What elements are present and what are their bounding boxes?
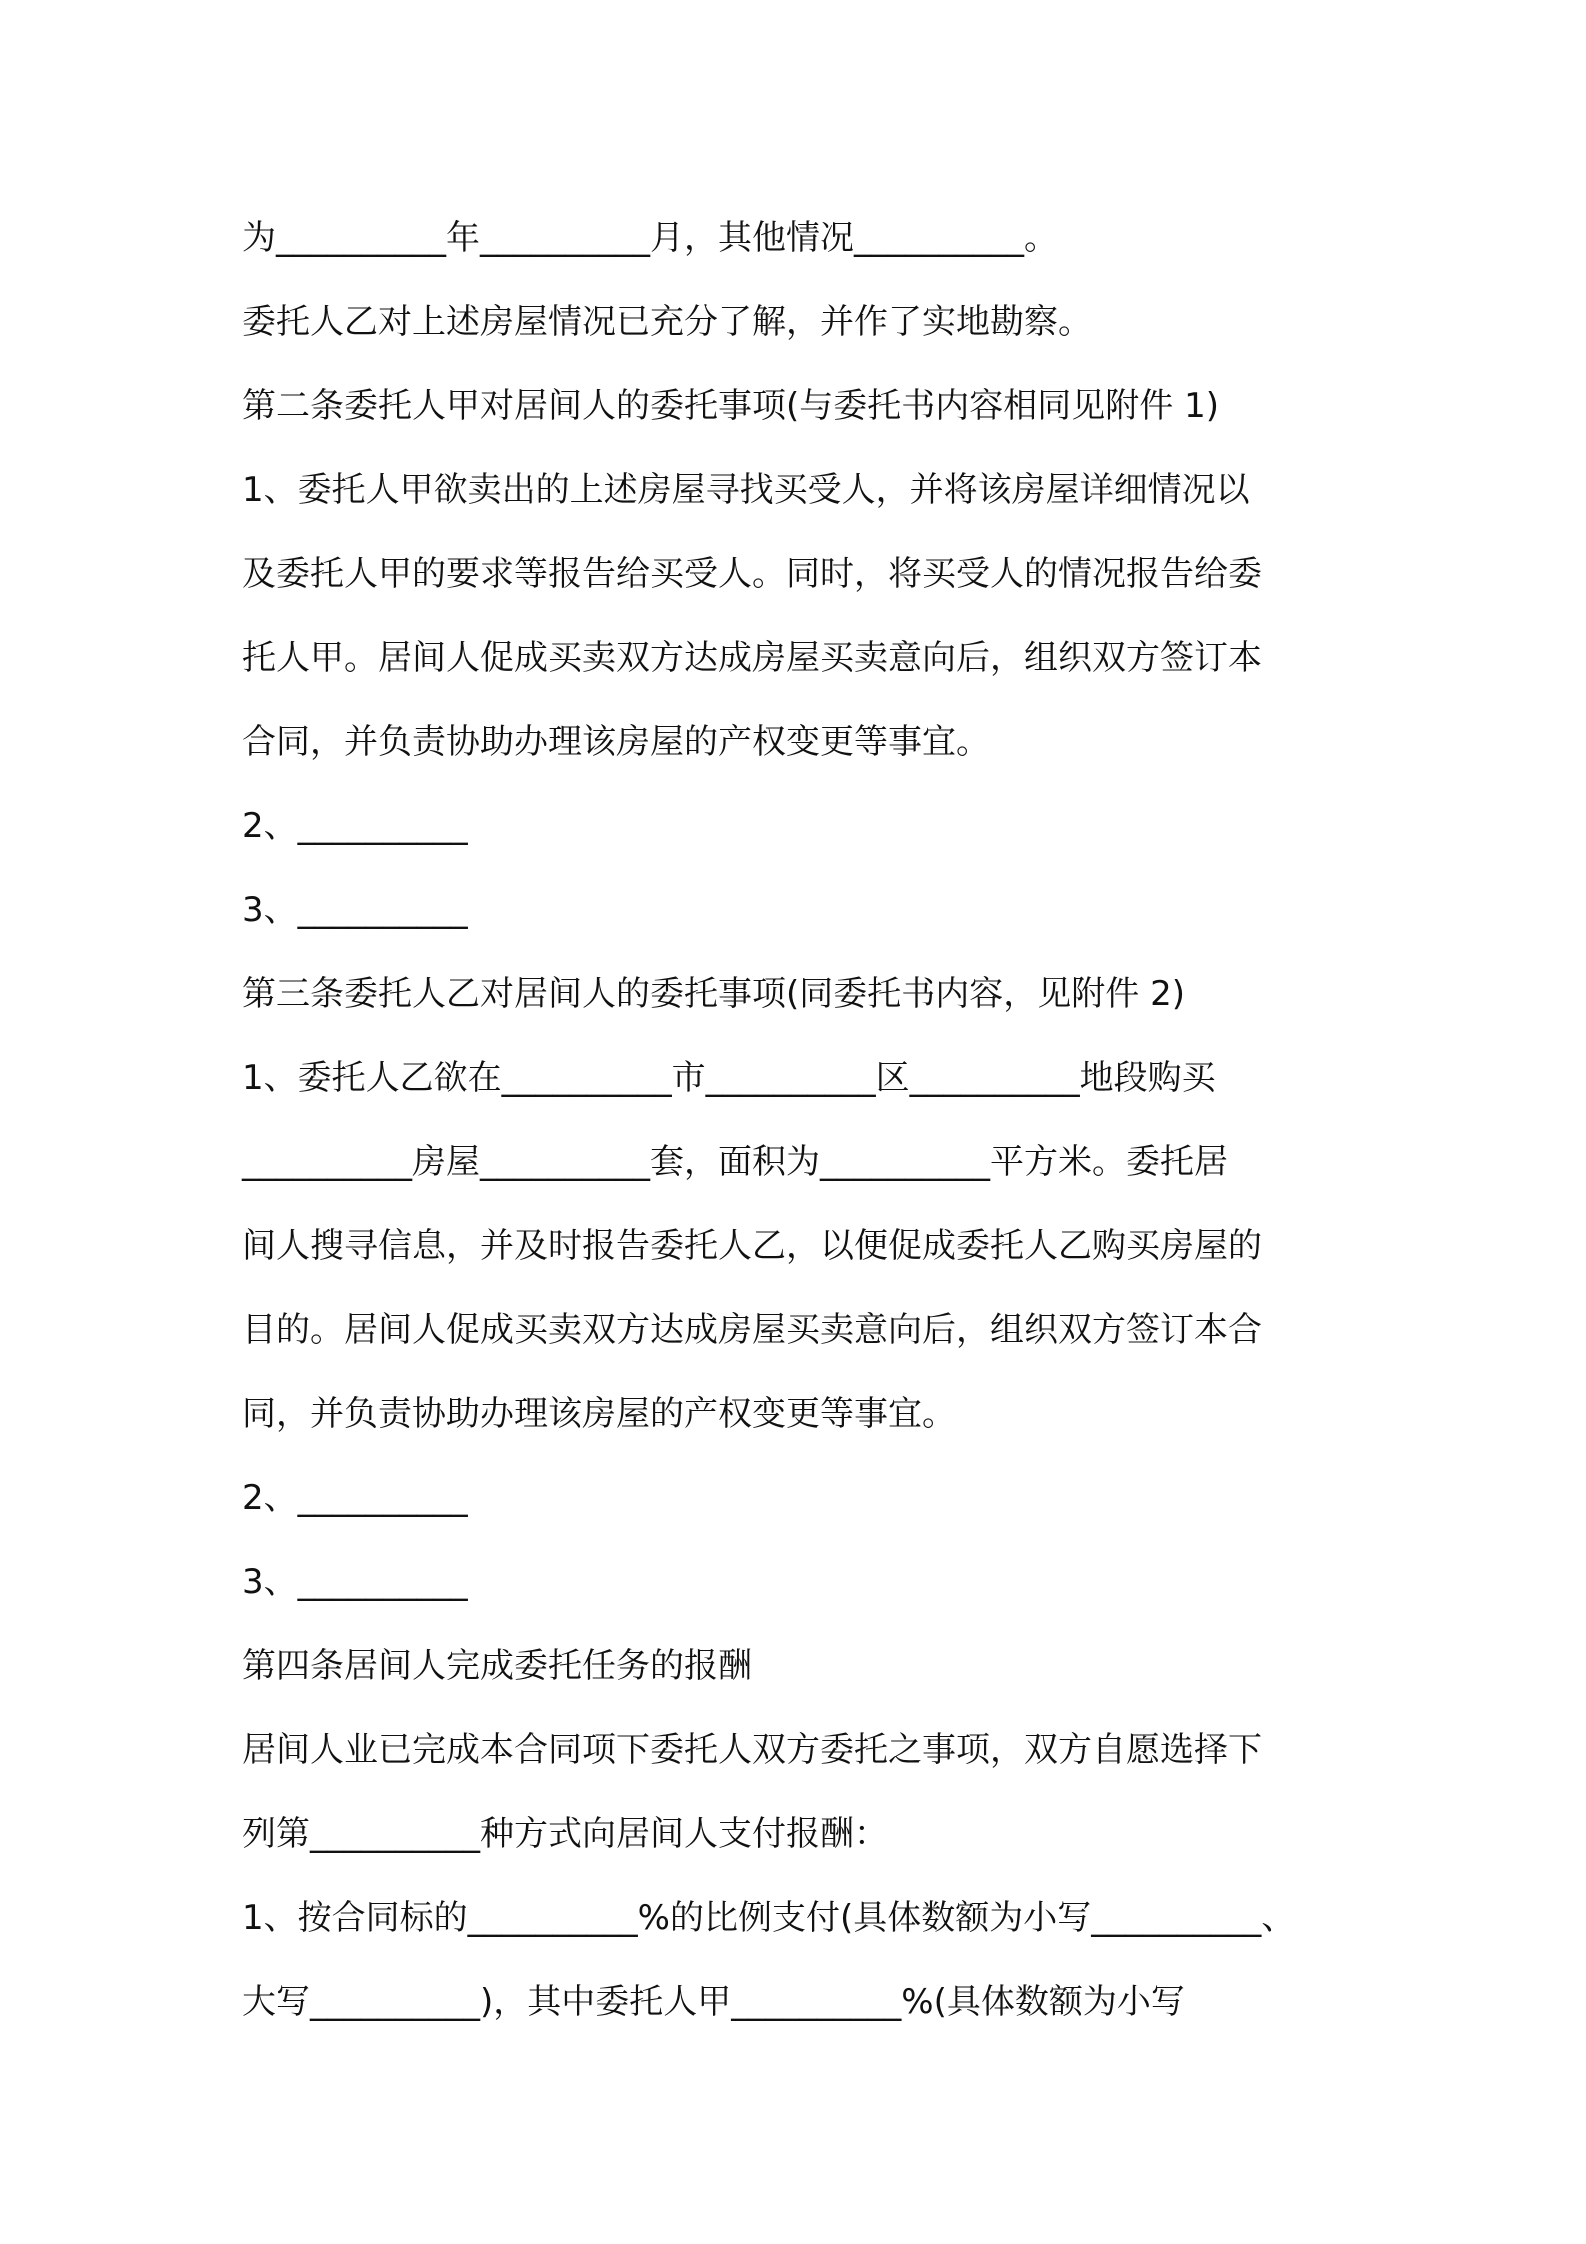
text-line: 1、按合同标的__________%的比例支付(具体数额为小写__________、 <box>242 1898 1296 1938</box>
text-line: 同，并负责协助办理该房屋的产权变更等事宜。 <box>242 1394 956 1434</box>
text-line: 2、__________ <box>242 806 468 846</box>
text-line: 目的。居间人促成买卖双方达成房屋买卖意向后，组织双方签订本合 <box>242 1310 1262 1350</box>
text-line: 1、委托人甲欲卖出的上述房屋寻找买受人，并将该房屋详细情况以 <box>242 470 1250 510</box>
text-line: 为__________年__________月，其他情况__________。 <box>242 218 1058 258</box>
text-line: 合同，并负责协助办理该房屋的产权变更等事宜。 <box>242 722 990 762</box>
text-line: __________房屋__________套，面积为__________平方米。委托居 <box>242 1142 1228 1182</box>
text-line: 1、委托人乙欲在__________市__________区__________地段购买 <box>242 1058 1216 1098</box>
text-line: 间人搜寻信息，并及时报告委托人乙，以便促成委托人乙购买房屋的 <box>242 1226 1262 1266</box>
section-heading: 第二条委托人甲对居间人的委托事项(与委托书内容相同见附件 1) <box>242 386 1219 426</box>
text-line: 3、__________ <box>242 1562 468 1602</box>
text-line: 居间人业已完成本合同项下委托人双方委托之事项，双方自愿选择下 <box>242 1730 1262 1770</box>
text-line: 列第__________种方式向居间人支付报酬： <box>242 1814 888 1854</box>
document-body <box>242 196 1362 2044</box>
text-line: 大写__________)，其中委托人甲__________%(具体数额为小写 <box>242 1982 1185 2022</box>
section-heading: 第四条居间人完成委托任务的报酬 <box>242 1646 752 1686</box>
text-line: 委托人乙对上述房屋情况已充分了解，并作了实地勘察。 <box>242 302 1092 342</box>
text-line: 2、__________ <box>242 1478 468 1518</box>
section-heading: 第三条委托人乙对居间人的委托事项(同委托书内容，见附件 2) <box>242 974 1185 1014</box>
text-line: 及委托人甲的要求等报告给买受人。同时，将买受人的情况报告给委 <box>242 554 1262 594</box>
text-line: 托人甲。居间人促成买卖双方达成房屋买卖意向后，组织双方签订本 <box>242 638 1262 678</box>
text-line: 3、__________ <box>242 890 468 930</box>
